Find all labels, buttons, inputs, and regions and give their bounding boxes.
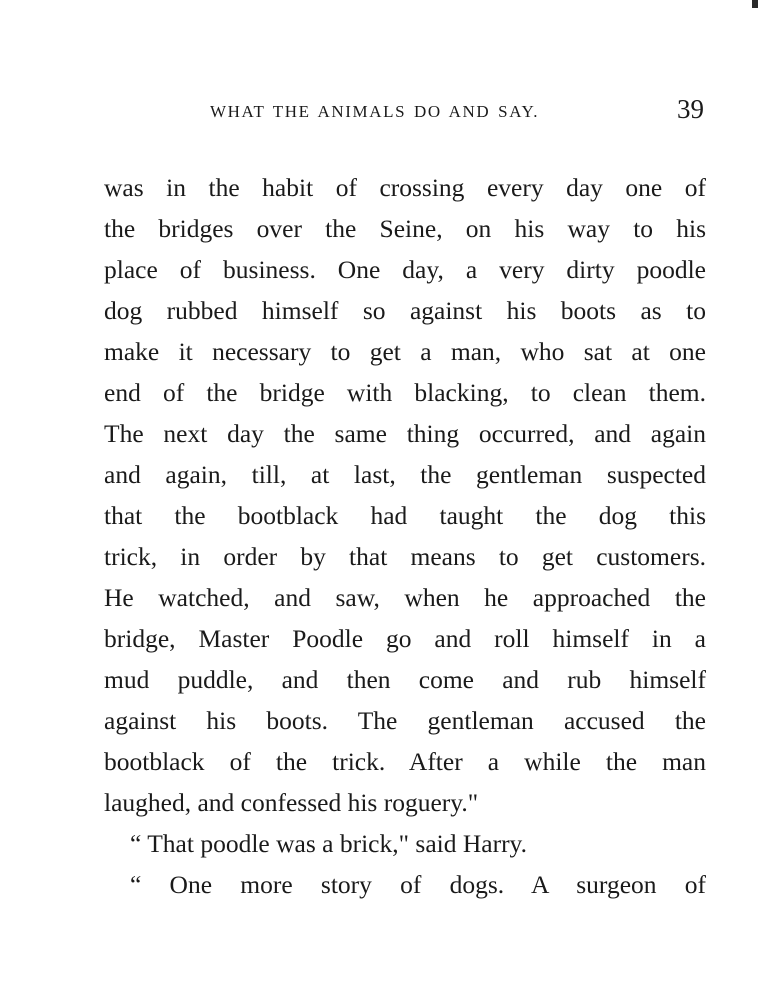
page-number: 39	[677, 94, 704, 124]
text-line: that the bootblack had taught the dog this	[104, 501, 706, 530]
text-line: place of business. One day, a very dirty poodle	[104, 255, 706, 284]
text-line: “ One more story of dogs. A surgeon of	[130, 870, 706, 899]
text-line: against his boots. The gentleman accused the	[104, 706, 706, 735]
running-header	[104, 94, 710, 134]
text-line: mud puddle, and then come and rub himself	[104, 665, 706, 694]
text-line: laughed, and confessed his roguery."	[104, 788, 479, 817]
text-line: the bridges over the Seine, on his way to his	[104, 214, 706, 243]
text-line: dog rubbed himself so against his boots as to	[104, 296, 706, 325]
body-text	[104, 167, 706, 905]
text-line: bridge, Master Poodle go and roll himself in a	[104, 624, 706, 653]
running-title: WHAT THE ANIMALS DO AND SAY.	[210, 102, 540, 121]
text-line: “ That poodle was a brick," said Harry.	[130, 829, 528, 858]
text-line: bootblack of the trick. After a while the man	[104, 747, 706, 776]
text-line: was in the habit of crossing every day one of	[104, 173, 706, 202]
text-line: The next day the same thing occurred, and again	[104, 419, 706, 448]
text-line: end of the bridge with blacking, to clean them.	[104, 378, 706, 407]
text-line: make it necessary to get a man, who sat at one	[104, 337, 706, 366]
text-line: trick, in order by that means to get customers.	[104, 542, 706, 571]
page-corner-mark	[752, 0, 758, 8]
text-line: He watched, and saw, when he approached the	[104, 583, 706, 612]
text-line: and again, till, at last, the gentleman suspected	[104, 460, 706, 489]
